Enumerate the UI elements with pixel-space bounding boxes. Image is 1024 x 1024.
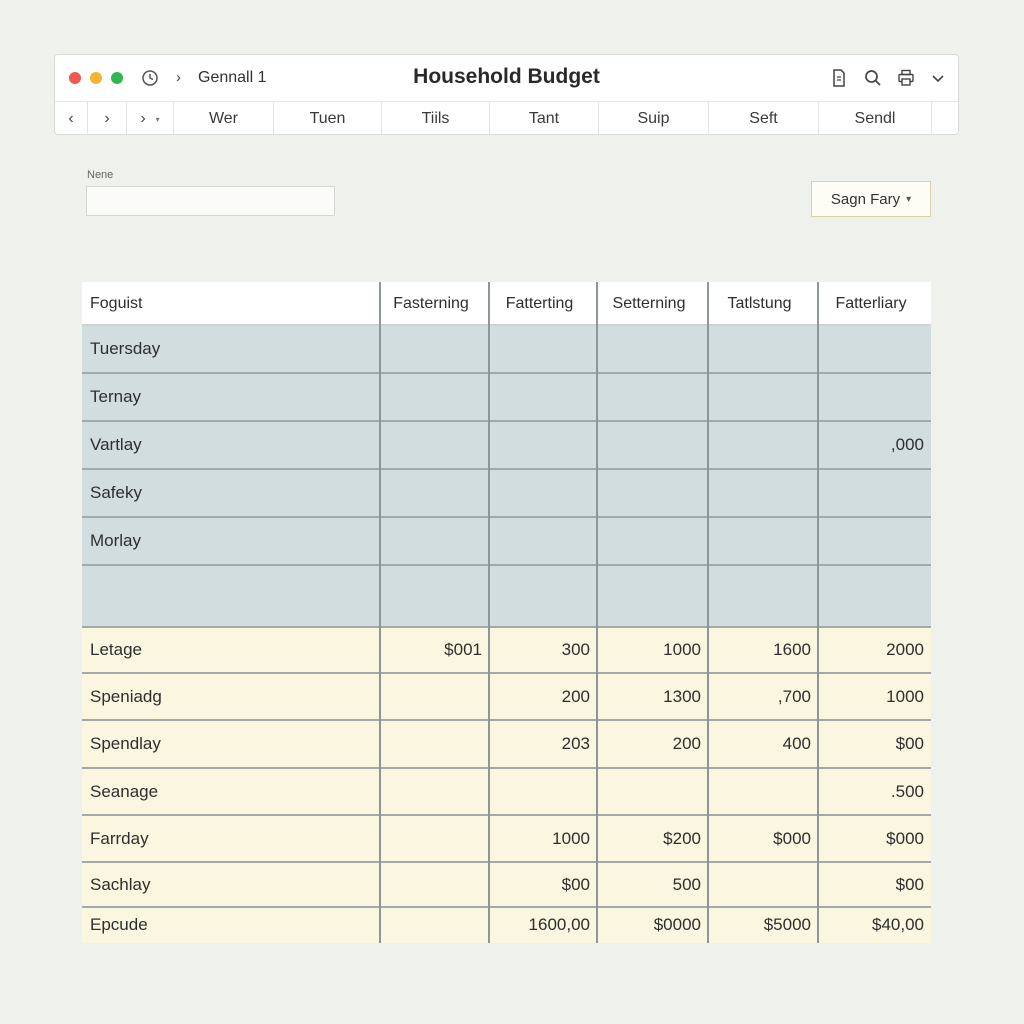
minimize-window-button[interactable] [90, 72, 102, 84]
chevron-down-icon[interactable] [928, 68, 948, 88]
row-divider [82, 719, 931, 721]
column-divider [707, 282, 709, 943]
table-cell[interactable] [597, 517, 708, 565]
column-header[interactable]: Tatlstung [727, 294, 792, 312]
table-cell[interactable] [380, 517, 489, 565]
table-cell[interactable]: 1300 [663, 686, 701, 706]
row-divider [82, 324, 931, 326]
forward-button[interactable] [88, 102, 127, 136]
app-title: Household Budget [413, 65, 600, 88]
column-divider [596, 282, 598, 943]
table-cell[interactable]: 200 [672, 734, 701, 753]
table-cell[interactable] [708, 565, 818, 627]
column-divider [817, 282, 819, 943]
table-cell[interactable] [708, 768, 818, 815]
row-label[interactable]: Seanage [90, 781, 159, 801]
table-cell[interactable] [380, 469, 489, 517]
tab-4[interactable]: Tant [490, 102, 599, 136]
table-cell[interactable] [380, 325, 489, 373]
row-label[interactable]: Spendlay [90, 734, 161, 753]
row-divider [82, 767, 931, 769]
table-cell[interactable]: $001 [444, 640, 482, 659]
maximize-window-button[interactable] [111, 72, 123, 84]
table-cell[interactable]: 203 [561, 734, 590, 753]
chevron-left-icon: ‹ [68, 110, 74, 127]
back-button[interactable] [55, 102, 88, 136]
budget-table [82, 282, 931, 943]
table-cell[interactable] [708, 862, 818, 907]
table-cell[interactable] [818, 373, 931, 421]
table-cell[interactable] [380, 862, 489, 907]
column-header[interactable]: Fasterning [393, 294, 469, 312]
caret-down-icon: ▾ [906, 193, 912, 205]
table-cell[interactable] [597, 565, 708, 627]
table-cell[interactable] [708, 373, 818, 421]
row-divider [82, 672, 931, 674]
table-cell[interactable] [380, 907, 489, 943]
table-cell[interactable] [489, 469, 597, 517]
tab-2[interactable]: Tuen [274, 102, 382, 136]
table-cell[interactable] [489, 517, 597, 565]
table-cell[interactable]: .500 [890, 781, 924, 801]
tab-3[interactable]: Tiils [382, 102, 490, 136]
table-cell[interactable]: 1000 [663, 640, 701, 659]
table-cell[interactable] [708, 469, 818, 517]
table-cell[interactable]: $000 [773, 828, 811, 848]
table-cell[interactable]: 400 [782, 734, 811, 753]
app-window [54, 54, 959, 135]
table-cell[interactable]: $000 [886, 828, 924, 848]
table-cell[interactable] [489, 325, 597, 373]
table-cell[interactable] [818, 469, 931, 517]
table-cell[interactable] [380, 768, 489, 815]
column-divider [488, 282, 490, 943]
row-label[interactable]: Morlay [90, 531, 142, 550]
row-divider [82, 626, 931, 628]
tab-7[interactable]: Sendl [819, 102, 932, 136]
table-cell[interactable]: $00 [895, 734, 924, 753]
title-bar [55, 55, 958, 102]
tab-5[interactable]: Suip [599, 102, 709, 136]
table-cell[interactable] [380, 720, 489, 768]
column-header[interactable]: Foguist [90, 294, 143, 312]
column-header[interactable]: Setterning [612, 294, 686, 312]
tab-1[interactable]: Wer [174, 102, 274, 136]
column-header[interactable]: Fatterliary [835, 294, 907, 312]
table-cell[interactable]: ,700 [777, 686, 811, 706]
printer-icon[interactable] [896, 68, 916, 88]
table-cell[interactable]: 200 [561, 686, 590, 706]
table-cell[interactable]: ,000 [890, 435, 924, 454]
table-cell[interactable] [380, 565, 489, 627]
name-input[interactable] [86, 186, 335, 216]
table-cell[interactable] [380, 421, 489, 469]
table-cell[interactable]: $40,00 [872, 915, 924, 934]
category-select[interactable] [811, 181, 931, 217]
row-divider [82, 564, 931, 566]
history-clock-icon[interactable] [141, 69, 159, 87]
close-window-button[interactable] [69, 72, 81, 84]
table-cell[interactable] [597, 768, 708, 815]
caret-down-icon: ▾ [155, 114, 160, 124]
tab-6[interactable]: Seft [709, 102, 819, 136]
table-cell[interactable] [597, 373, 708, 421]
search-icon[interactable] [863, 68, 883, 88]
table-cell[interactable] [489, 768, 597, 815]
table-cell[interactable]: 300 [561, 640, 590, 659]
table-cell[interactable] [489, 421, 597, 469]
row-divider [82, 420, 931, 422]
table-cell[interactable] [708, 517, 818, 565]
row-divider [82, 468, 931, 470]
row-label[interactable]: Speniadg [90, 686, 162, 706]
chevron-right-icon: › [140, 110, 146, 127]
row-label[interactable]: Safeky [90, 483, 142, 502]
table-cell[interactable]: 1000 [552, 828, 590, 848]
name-field-label: Nene [87, 169, 114, 181]
row-label[interactable]: Letage [90, 640, 142, 659]
table-cell[interactable]: 500 [672, 874, 701, 894]
table-cell[interactable]: $0000 [653, 915, 701, 934]
row-label[interactable]: Ternay [90, 387, 142, 406]
table-cell[interactable] [489, 565, 597, 627]
category-select-value: Sagn Fary [830, 190, 901, 208]
chevron-right-icon: › [104, 110, 110, 127]
breadcrumb[interactable]: Gennall 1 [198, 69, 267, 86]
chevron-right-icon: › [176, 69, 181, 86]
row-divider [82, 814, 931, 816]
row-label[interactable] [82, 565, 380, 627]
tab-bar [55, 102, 958, 136]
row-divider [82, 906, 931, 908]
table-cell[interactable]: $5000 [763, 915, 811, 934]
row-label[interactable]: Tuersday [90, 339, 161, 358]
table-cell[interactable]: 1600 [773, 640, 811, 659]
table-cell[interactable] [380, 815, 489, 862]
row-label[interactable]: Vartlay [90, 435, 142, 454]
table-cell[interactable] [818, 517, 931, 565]
table-cell[interactable] [818, 325, 931, 373]
table-cell[interactable] [818, 565, 931, 627]
document-icon[interactable] [829, 68, 849, 88]
table-cell[interactable] [597, 421, 708, 469]
table-cell[interactable]: $200 [663, 828, 701, 848]
table-cell[interactable] [708, 325, 818, 373]
history-dropdown-button[interactable] [127, 102, 174, 136]
table-cell[interactable] [380, 673, 489, 720]
row-label[interactable]: Sachlay [90, 874, 151, 894]
table-cell[interactable]: $00 [561, 874, 590, 894]
row-label[interactable]: Epcude [90, 915, 148, 934]
table-cell[interactable]: 1000 [886, 686, 924, 706]
row-label[interactable]: Farrday [90, 828, 149, 848]
column-header[interactable]: Fatterting [505, 294, 574, 312]
table-cell[interactable]: $00 [895, 874, 924, 894]
table-cell[interactable] [380, 373, 489, 421]
table-cell[interactable]: 1600,00 [528, 915, 590, 934]
row-divider [82, 861, 931, 863]
row-divider [82, 372, 931, 374]
table-cell[interactable] [597, 325, 708, 373]
table-cell[interactable] [489, 373, 597, 421]
column-divider [379, 282, 381, 943]
row-divider [82, 516, 931, 518]
table-cell[interactable]: 2000 [886, 640, 924, 659]
table-cell[interactable] [597, 469, 708, 517]
table-cell[interactable] [708, 421, 818, 469]
